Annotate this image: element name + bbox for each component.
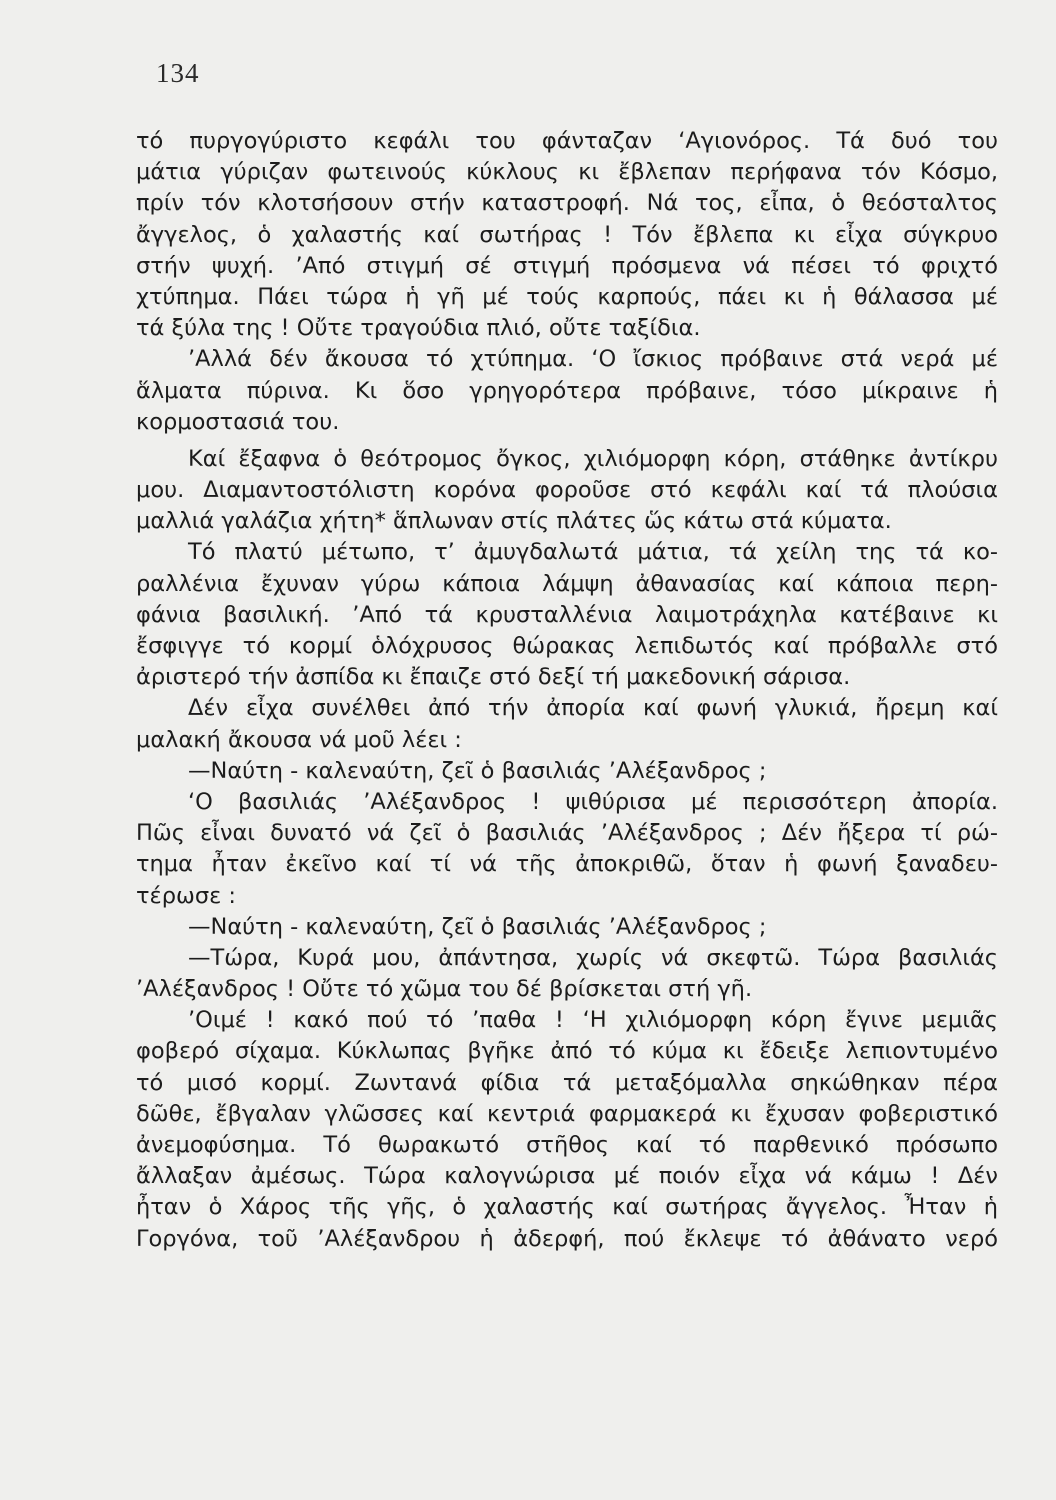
- text-line: Πῶς εἶναι δυνατό νά ζεῖ ὁ βασιλιάς ’Αλέξανδρος ; Δέν ἤξερα τί ρώ-: [136, 820, 998, 847]
- text-line: πρίν τόν κλοτσήσουν στήν καταστροφή. Νά τος, εἶπα, ὁ θεόσταλτος: [136, 190, 998, 217]
- text-line: τό πυργογύριστο κεφάλι του φάνταζαν ‘Αγιονόρος. Τά δυό του: [136, 128, 998, 154]
- text-line: ‘Ο βασιλιάς ’Αλέξανδρος ! ψιθύρισα μέ περισσότερη ἀπορία.: [188, 788, 998, 815]
- text-line: μου. Διαμαντοστόλιστη κορόνα φοροῦσε στό κεφάλι καί τά πλούσια: [136, 477, 998, 504]
- text-line: ’Οιμέ ! κακό πού τό ’παθα ! ‘Η χιλιόμορφη κόρη ἔγινε μεμιᾶς: [188, 1007, 998, 1034]
- text-line: στήν ψυχή. ’Από στιγμή σέ στιγμή πρόσμενα νά πέσει τό φριχτό: [136, 252, 998, 279]
- text-line: χτύπημα. Πάει τώρα ἡ γῆ μέ τούς καρπούς, πάει κι ἡ θάλασσα μέ: [136, 283, 998, 310]
- text-line: Τό πλατύ μέτωπο, τ’ ἀμυγδαλωτά μάτια, τά χείλη της τά κο-: [188, 539, 998, 566]
- text-line: τημα ἦταν ἐκεῖνο καί τί νά τῆς ἀποκριθῶ, ὅταν ἡ φωνή ξαναδευ-: [136, 851, 998, 878]
- text-line: ἄγγελος, ὁ χαλαστής καί σωτήρας ! Τόν ἔβλεπα κι εἶχα σύγκρυο: [136, 221, 998, 248]
- text-line: Καί ἔξαφνα ὁ θεότρομος ὄγκος, χιλιόμορφη κόρη, στάθηκε ἀντίκρυ: [188, 445, 998, 472]
- text-line: ἀριστερό τήν ἀσπίδα κι ἔπαιζε στό δεξί τή μακεδονική σάρισα.: [136, 664, 851, 691]
- text-line: μαλακή ἄκουσα νά μοῦ λέει :: [136, 726, 462, 753]
- text-line: φάνια βασιλική. ’Από τά κρυσταλλένια λαιμοτράχηλα κατέβαινε κι: [136, 601, 998, 628]
- text-line: ἅλματα πύρινα. Κι ὅσο γρηγορότερα πρόβαινε, τόσο μίκραινε ἡ: [136, 377, 998, 404]
- text-line: ραλλένια ἔχυναν γύρω κάποια λάμψη ἀθανασίας καί κάποια περη-: [136, 570, 998, 597]
- text-line: κορμοστασιά του.: [136, 408, 340, 435]
- text-line: μάτια γύριζαν φωτεινούς κύκλους κι ἔβλεπαν περήφανα τόν Κόσμο,: [136, 159, 998, 186]
- text-line: Δέν εἶχα συνέλθει ἀπό τήν ἀπορία καί φωνή γλυκιά, ἤρεμη καί: [188, 695, 998, 722]
- text-line: —Ναύτη - καλεναύτη, ζεῖ ὁ βασιλιάς ’Αλέξανδρος ;: [188, 913, 767, 940]
- text-line: τέρωσε :: [136, 882, 236, 909]
- text-line: μαλλιά γαλάζια χήτη* ἅπλωναν στίς πλάτες ὥς κάτω στά κύματα.: [136, 508, 892, 535]
- text-line: δῶθε, ἔβγαλαν γλῶσσες καί κεντριά φαρμακερά κι ἔχυσαν φοβεριστικό: [136, 1100, 998, 1127]
- text-line: τά ξύλα της ! Οὔτε τραγούδια πλιό, οὔτε ταξίδια.: [136, 315, 701, 342]
- text-line: —Τώρα, Κυρά μου, ἀπάντησα, χωρίς νά σκεφτῶ. Τώρα βασιλιάς: [188, 944, 998, 971]
- text-line: Γοργόνα, τοῦ ’Αλέξανδρου ἡ ἀδερφή, πού ἔκλεψε τό ἀθάνατο νερό: [136, 1225, 998, 1252]
- text-line: ἔσφιγγε τό κορμί ὁλόχρυσος θώρακας λεπιδωτός καί πρόβαλλε στό: [136, 633, 998, 659]
- text-line: τό μισό κορμί. Ζωντανά φίδια τά μεταξόμαλλα σηκώθηκαν πέρα: [136, 1069, 998, 1096]
- text-line: φοβερό σίχαμα. Κύκλωπας βγῆκε ἀπό τό κύμα κι ἔδειξε λεπιοντυμένο: [136, 1038, 998, 1065]
- text-line: —Ναύτη - καλεναύτη, ζεῖ ὁ βασιλιάς ’Αλέξανδρος ;: [188, 757, 767, 784]
- body-text: [136, 126, 998, 1255]
- page-number: 134: [156, 58, 200, 88]
- text-line: ’Αλέξανδρος ! Οὔτε τό χῶμα του δέ βρίσκεται στή γῆ.: [136, 976, 753, 1003]
- text-line: ἄλλαξαν ἀμέσως. Τώρα καλογνώρισα μέ ποιόν εἶχα νά κάμω ! Δέν: [136, 1163, 998, 1190]
- text-line: ἀνεμοφύσημα. Τό θωρακωτό στῆθος καί τό παρθενικό πρόσωπο: [136, 1132, 998, 1158]
- text-line: ’Αλλά δέν ἄκουσα τό χτύπημα. ‘Ο ἴσκιος πρόβαινε στά νερά μέ: [188, 346, 998, 373]
- text-line: ἦταν ὁ Χάρος τῆς γῆς, ὁ χαλαστής καί σωτήρας ἄγγελος. Ἦταν ἡ: [136, 1194, 998, 1221]
